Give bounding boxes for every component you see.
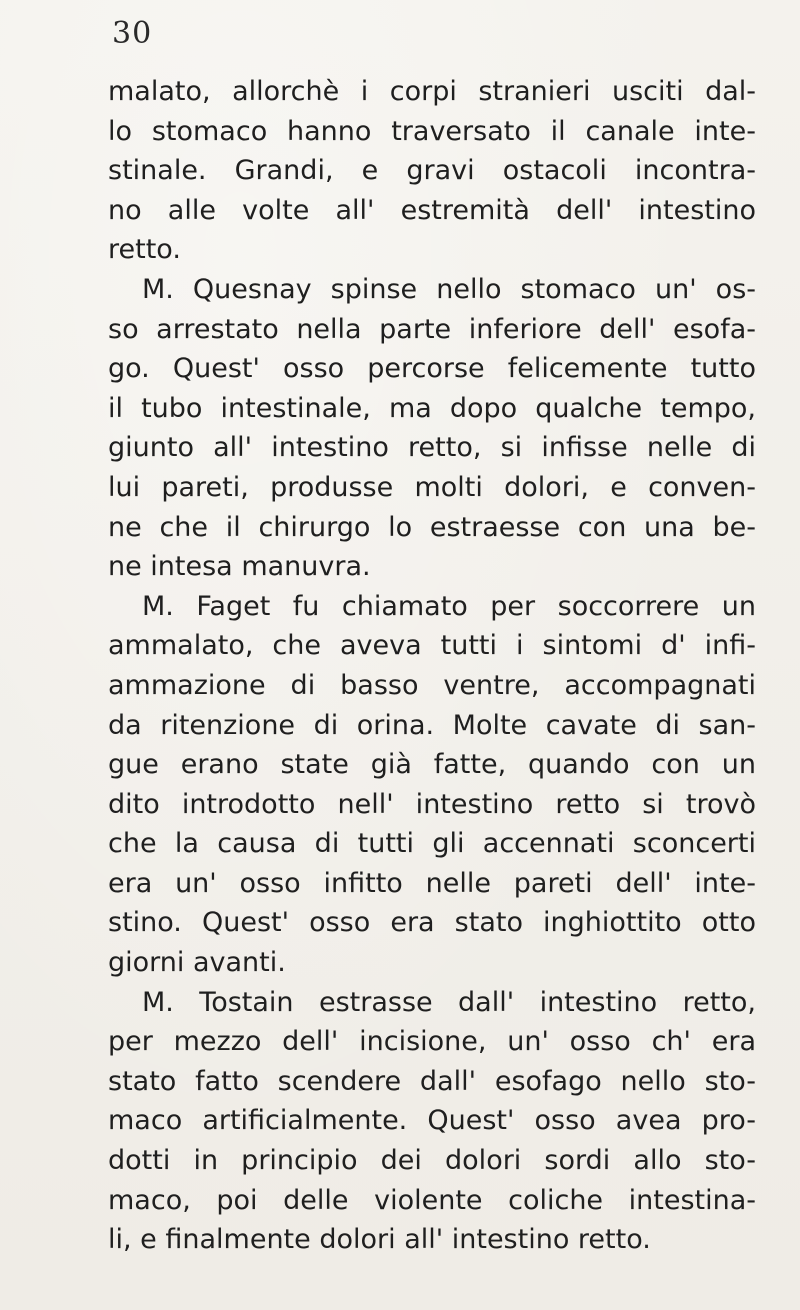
text-line: ne che il chirurgo lo estraesse con una be- <box>108 511 756 543</box>
text-line: stino. Quest' osso era stato inghiottito otto <box>108 907 756 939</box>
text-line: so arrestato nella parte inferiore dell' esofa- <box>108 313 756 345</box>
text-line: ammalato, che aveva tutti i sintomi d' infi- <box>108 630 756 662</box>
text-line: maco, poi delle violente coliche intestina- <box>108 1184 756 1216</box>
text-line: no alle volte all' estremità dell' intestino <box>108 194 756 226</box>
text-line: go. Quest' osso percorse felicemente tutto <box>108 353 756 385</box>
text-line: lo stomaco hanno traversato il canale inte- <box>108 115 756 147</box>
text-line: dotti in principio dei dolori sordi allo sto- <box>108 1145 756 1177</box>
text-line: gue erano state già fatte, quando con un <box>108 749 756 781</box>
text-line: malato, allorchè i corpi stranieri usciti dal- <box>108 76 756 107</box>
text-line: stato fatto scendere dall' esofago nello sto- <box>108 1065 756 1097</box>
text-line: era un' osso infitto nelle pareti dell' inte- <box>108 867 756 899</box>
text-line: da ritenzione di orina. Molte cavate di san- <box>108 709 756 741</box>
text-line: M. Faget fu chiamato per soccorrere un <box>142 590 756 622</box>
page-number: 30 <box>112 16 153 51</box>
text-line: M. Quesnay spinse nello stomaco un' os- <box>142 273 756 305</box>
text-line: stinale. Grandi, e gravi ostacoli incontra- <box>108 155 756 187</box>
text-line: ne intesa manuvra. <box>108 551 371 583</box>
text-line: dito introdotto nell' intestino retto si trovò <box>108 788 756 820</box>
text-line: retto. <box>108 234 181 266</box>
text-line: giorni avanti. <box>108 947 286 979</box>
text-line: li, e finalmente dolori all' intestino retto. <box>108 1224 651 1256</box>
text-line: per mezzo dell' incisione, un' osso ch' era <box>108 1026 756 1058</box>
text-line: M. Tostain estrasse dall' intestino retto, <box>142 986 756 1018</box>
body-text <box>108 72 756 1260</box>
text-line: giunto all' intestino retto, si infisse nelle di <box>108 432 756 464</box>
text-line: il tubo intestinale, ma dopo qualche tempo, <box>108 392 756 424</box>
text-line: lui pareti, produsse molti dolori, e conven- <box>108 471 756 503</box>
text-line: che la causa di tutti gli accennati sconcerti <box>108 828 756 860</box>
text-line: maco artificialmente. Quest' osso avea pro- <box>108 1105 756 1137</box>
text-line: ammazione di basso ventre, accompagnati <box>108 669 756 701</box>
